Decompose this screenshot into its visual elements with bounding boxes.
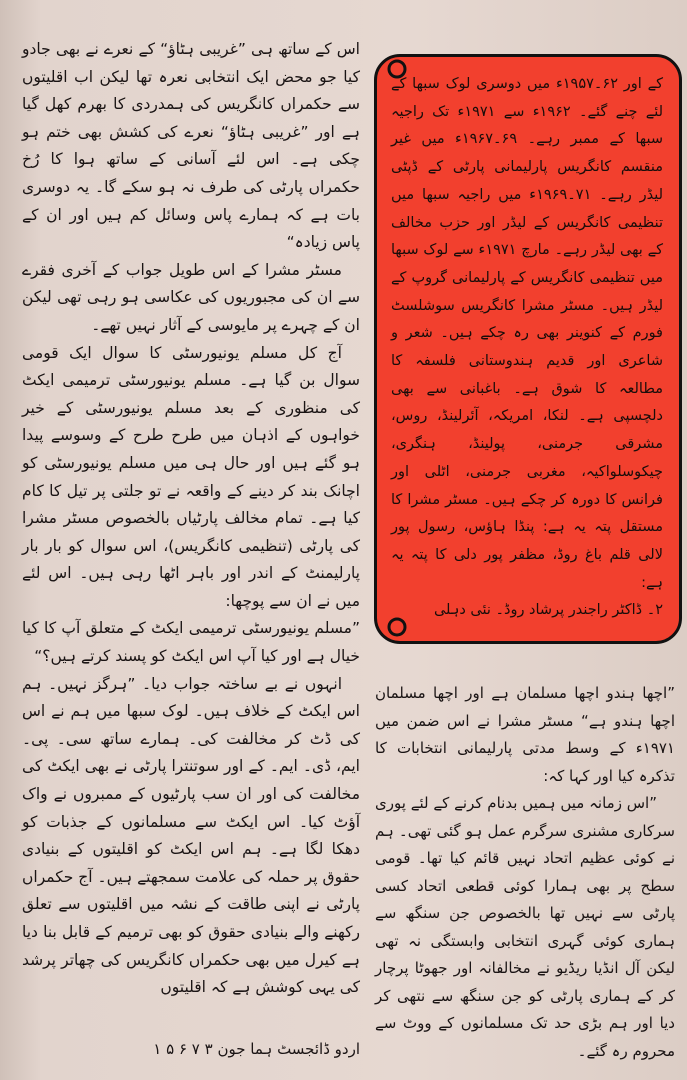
paragraph: اس کے ساتھ ہی ”غریبی ہٹاؤ“ کے نعرے نے بھی جادو کیا جو محض ایک انتخابی نعرہ تھا لیکن اب اقلیتوں سے حکمراں کانگریس کی ہمدردی کا بھرم کھل گیا ہے اور ”غریبی ہٹاؤ“ نعرے کی کشش بھی ختم ہو چکی ہے۔ اس لئے آسانی کے ساتھ ہوا کا رُخ حکمراں پارٹی کی طرف نہ ہو سکے گا۔ یہ دوسری بات ہے کہ ہمارے پاس وسائل کم ہیں اور ان کے پاس زیادہ“ [22,40,360,252]
decorative-curl-icon [386,58,408,80]
left-column [22,36,360,1002]
paragraph: مسٹر مشرا کے اس طویل جواب کے آخری فقرے سے ان کی مجبوریوں کی عکاسی ہو رہی تھی لیکن ان کے چہرے پر مایوسی کے آثار نہیں تھے۔ [22,260,360,334]
biography-body: کے اور ۶۲۔۱۹۵۷ء میں دوسری لوک سبھا کے لئے چنے گئے۔ ۱۹۶۲ء سے ۱۹۷۱ء تک راجیہ سبھا کے ممبر رہے۔ ۶۹۔۱۹۶۷ء میں غیر منقسم کانگریس پارلیمانی پارٹی کے ڈپٹی لیڈر رہے۔ ۷۱۔۱۹۶۹ء میں راجیہ سبھا میں تنظیمی کانگریس کے لیڈر اور حزب مخالف کے بھی لیڈر رہے۔ مارچ ۱۹۷۱ء سے لوک سبھا میں تنظیمی کانگریس کے پارلیمانی گروپ کے لیڈر ہیں۔ مسٹر مشرا کانگریس سوشلسٹ فورم کے کنوینر بھی رہ چکے ہیں۔ شعر و شاعری اور قدیم ہندوستانی فلسفہ کا مطالعہ کا شوق ہے۔ باغبانی سے بھی دلچسپی ہے۔ لنکا، امریکہ، آئرلینڈ، روس، مشرقی جرمنی، پولینڈ، ہنگری، چیکوسلواکیہ، مغربی جرمنی، اٹلی اور فرانس کا دورہ کر چکے ہیں۔ مسٹر مشرا کا مستقل پتہ یہ ہے: پنڈا ہاؤس، رسول پور لالی قلم باغ روڈ، مظفر پور دلی کا پتہ یہ ہے: [391,76,664,591]
right-column [375,680,675,1065]
paragraph: ”اچھا ہندو اچھا مسلمان ہے اور اچھا مسلمان اچھا ہندو ہے“ مسٹر مشرا نے اس ضمن میں ۱۹۷۱ء کے وسط مدتی پارلیمانی انتخابات کا تذکرہ کیا اور کہا کہ: [375,684,675,785]
biography-box [374,54,682,644]
paragraph: آج کل مسلم یونیورسٹی کا سوال ایک قومی سوال بن گیا ہے۔ مسلم یونیورسٹی ترمیمی ایکٹ کی منظوری کے بعد مسلم یونیورسٹی کے خیر خواہوں کے اذہان میں طرح طرح کے وسوسے پیدا ہو گئے ہیں اور حال ہی میں مسلم یونیورسٹی کو اچانک بند کر دینے کے واقعہ نے تو جلتی پر تیل کا کام کیا ہے۔ تمام مخالف پارٹیاں بالخصوص مسٹر مشرا کی پارٹی (تنظیمی کانگریس)، اس سوال کو بار بار پارلیمنٹ کے اندر اور باہر اٹھا رہی ہیں۔ اس لئے میں نے ان سے پوچھا: [22,343,360,610]
quoted-question: ”مسلم یونیورسٹی ترمیمی ایکٹ کے متعلق آپ کا کیا خیال ہے اور کیا آپ اس ایکٹ کو پسند کرتے ہیں؟“ [22,619,360,666]
biography-text [391,71,663,625]
address-line: ۲۔ ڈاکٹر راجندر پرشاد روڈ۔ نئی دہلی [433,602,663,619]
page-footer: اردو ڈائجسٹ ہما جون ۳ ۷ ۶ ۵ ۱ [153,1040,360,1058]
paragraph: ”اس زمانہ میں ہمیں بدنام کرنے کے لئے پوری سرکاری مشنری سرگرم عمل ہو گئی تھی۔ ہم نے کوئی عظیم اتحاد نہیں قائم کیا تھا۔ قومی سطح پر بھی ہمارا کوئی قطعی اتحاد کسی پارٹی سے نہیں تھا بالخصوص جن سنگھ سے ہماری کوئی گہری انتخابی وابستگی نہ تھی لیکن آل انڈیا ریڈیو نے مخالفانہ اور جھوٹا پرچار کر کے ہماری پارٹی کو جن سنگھ سے نتھی کر دیا اور ہم بڑی حد تک مسلمانوں کے ووٹ سے محروم رہ گئے۔ [375,794,675,1060]
paragraph: انہوں نے بے ساختہ جواب دیا۔ ”ہرگز نہیں۔ ہم اس ایکٹ کے خلاف ہیں۔ لوک سبھا میں ہم نے اس کی ڈٹ کر مخالفت کی۔ ہمارے ساتھ سی۔ پی۔ ایم، ڈی۔ ایم۔ کے اور سوتنترا پارٹی نے بھی ایکٹ کی مخالفت کی اور ان سب پارٹیوں کے ممبروں نے واک آؤٹ کیا۔ اس ایکٹ سے مسلمانوں کے جذبات کو دھکا لگا ہے۔ ہم اس ایکٹ کو اقلیتوں کے بنیادی حقوق پر حملہ کی علامت سمجھتے ہیں۔ آج حکمراں پارٹی نے اپنی طاقت کے نشہ میں اقلیتوں سے تعلق رکھنے والے بنیادی حقوق کو بھی ترمیم کے قابل بنا دیا ہے کیرل میں بھی حکمراں کانگریس کی چھاتر پرشد کی یہی کوشش ہے کہ اقلیتوں [22,674,360,997]
decorative-curl-icon [386,616,408,638]
